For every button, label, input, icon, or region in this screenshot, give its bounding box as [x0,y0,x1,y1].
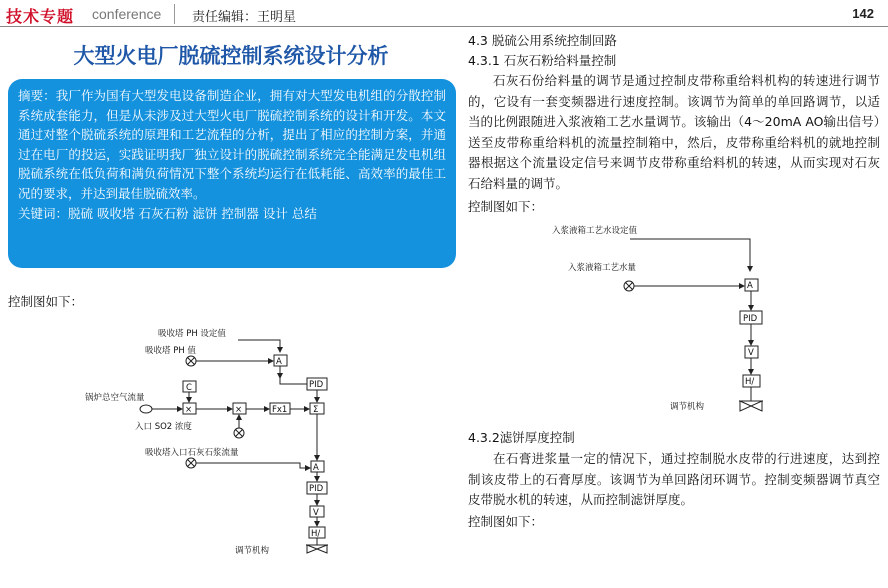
so2-sensor-icon [234,428,244,438]
water-flow-sensor-icon [624,281,634,291]
ph-setpoint-label: 吸收塔 PH 设定值 [158,329,226,339]
sum-block-text: Σ [313,405,319,415]
right-control-diagram [552,225,763,412]
section-heading-4-3-1: 4.3.1 石灰石粉给料量控制 [468,53,617,68]
section-heading-4-3: 4.3 脱硫公用系统控制回路 [468,33,617,48]
water-flow-label: 入浆液箱工艺水量 [568,263,637,273]
right-a-block-text: A [747,281,753,291]
left-diagram-label: 控制图如下： [8,294,84,309]
hv-block-text: H/ [311,529,321,539]
right-diagram-label-2: 控制图如下： [468,514,544,529]
limestone-flow-label: 吸收塔入口石灰石浆流量 [145,448,239,458]
keywords-text: 关键词：脱硫 吸收塔 石灰石粉 滤饼 控制器 设计 总结 [18,205,317,221]
actuator-label-left: 调节机构 [235,546,270,556]
fx-block-text: Fx1 [272,405,288,415]
ph-sensor-icon [186,356,196,366]
pid-block-2-text: PID [309,484,324,494]
editor-credit: 责任编辑：王明星 [192,10,297,25]
article-title: 大型火电厂脱硫控制系统设计分析 [73,44,389,68]
multiply-block-1-text: × [185,405,193,415]
ph-value-label: 吸收塔 PH 值 [145,346,196,356]
a-block-2-text: A [313,463,319,473]
section-heading-4-3-2: 4.3.2滤饼厚度控制 [468,430,575,445]
water-setpoint-label: 入浆液箱工艺水设定值 [552,226,638,236]
right-valve-icon [739,401,763,411]
brand-subtitle: conference [92,6,162,22]
boiler-air-source [140,405,152,413]
actuator-label-right: 调节机构 [670,402,705,412]
pid-block-1-text: PID [309,380,324,390]
c-block-text: C [186,383,192,393]
left-control-diagram [85,328,328,556]
page-number: 142 [852,6,874,21]
right-hv-block-text: H/ [745,377,755,387]
a-block-1-text: A [276,357,282,367]
v-block-text: V [313,508,319,518]
right-v-block-text: V [748,348,754,358]
multiply-block-2-text: × [235,405,243,415]
paragraph-filter-cake: 在石膏进浆量一定的情况下，通过控制脱水皮带的行进速度，达到控制该皮带上的石膏厚度。该调节为单回路闭环调节。控制变频器调节真空皮带脱水机的转速，从而控制滤饼厚度。 [468,451,880,507]
abstract-text: 摘要：我厂作为国有大型发电设备制造企业，拥有对大型发电机组的分散控制系统成套能力，但是从未涉及过大型火电厂脱硫控制系统的设计和开发。本文通过对整个脱硫系统的原理和工艺流程的分析，提出了相应的控制方案，并通过在电厂的投运，实践证明我厂独立设计的脱硫控制系统完全能满足发电机组脱硫系统在低负荷和满负荷情况下整个系统均运行在低耗能、高效率的最佳工况的要求，并达到最佳脱硫效率。 [18,88,446,201]
brand-title: 技术专题 [6,7,75,26]
so2-label: 入口 SO2 浓度 [135,422,192,432]
paragraph-limestone: 石灰石份给料量的调节是通过控制皮带称重给料机构的转速进行调节的，它设有一套变频器进行速度控制。该调节为简单的单回路调节，以适当的比例跟随进入浆液箱工艺水量调节。该输出（4～20mA AO输出信号）送至皮带称重给料机的流量控制箱中，然后，皮带称重给料机的就地控制器根据这个流量设定信号来调节皮带称重给料机的转速，从而实现对石灰石给料量的调节。 [468,73,880,191]
right-diagram-label-1: 控制图如下： [468,199,544,214]
boiler-air-label: 锅炉总空气流量 [85,393,145,403]
right-pid-block-text: PID [743,314,758,324]
limestone-sensor-icon [186,458,196,468]
valve-icon [306,545,328,553]
